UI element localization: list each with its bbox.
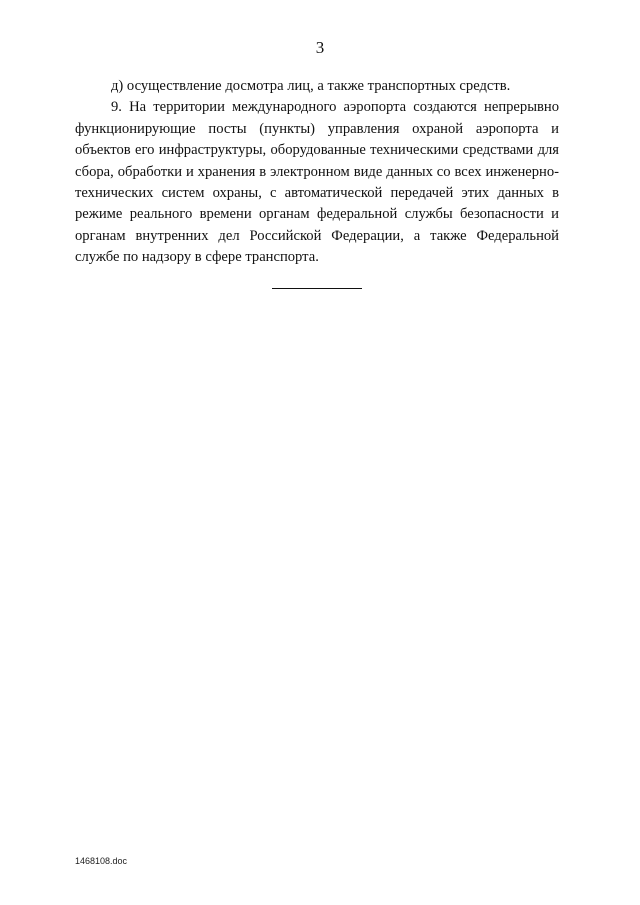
page-number: 3: [315, 38, 325, 57]
paragraph-item-9: 9. На территории международного аэропорта создаются непрерывно функционирующие посты (пункты) управления охраной аэропорта и объектов его инфраструктуры, оборудованные техническими средствами для сбора, обработки и хранения в электронном виде данных со всех инженерно-технических систем охраны, с автоматической передачей этих данных в режиме реального времени органам федеральной службы безопасности и органам внутренних дел Российской Федерации, а также Федеральной службе по надзору в сфере транспорта.: [75, 99, 559, 266]
paragraph-item-d: д) осуществление досмотра лиц, а также транспортных средств.: [111, 78, 511, 94]
footer-file-name: 1468108.doc: [75, 856, 128, 866]
end-divider-line: [272, 288, 362, 289]
document-body: [75, 76, 559, 269]
